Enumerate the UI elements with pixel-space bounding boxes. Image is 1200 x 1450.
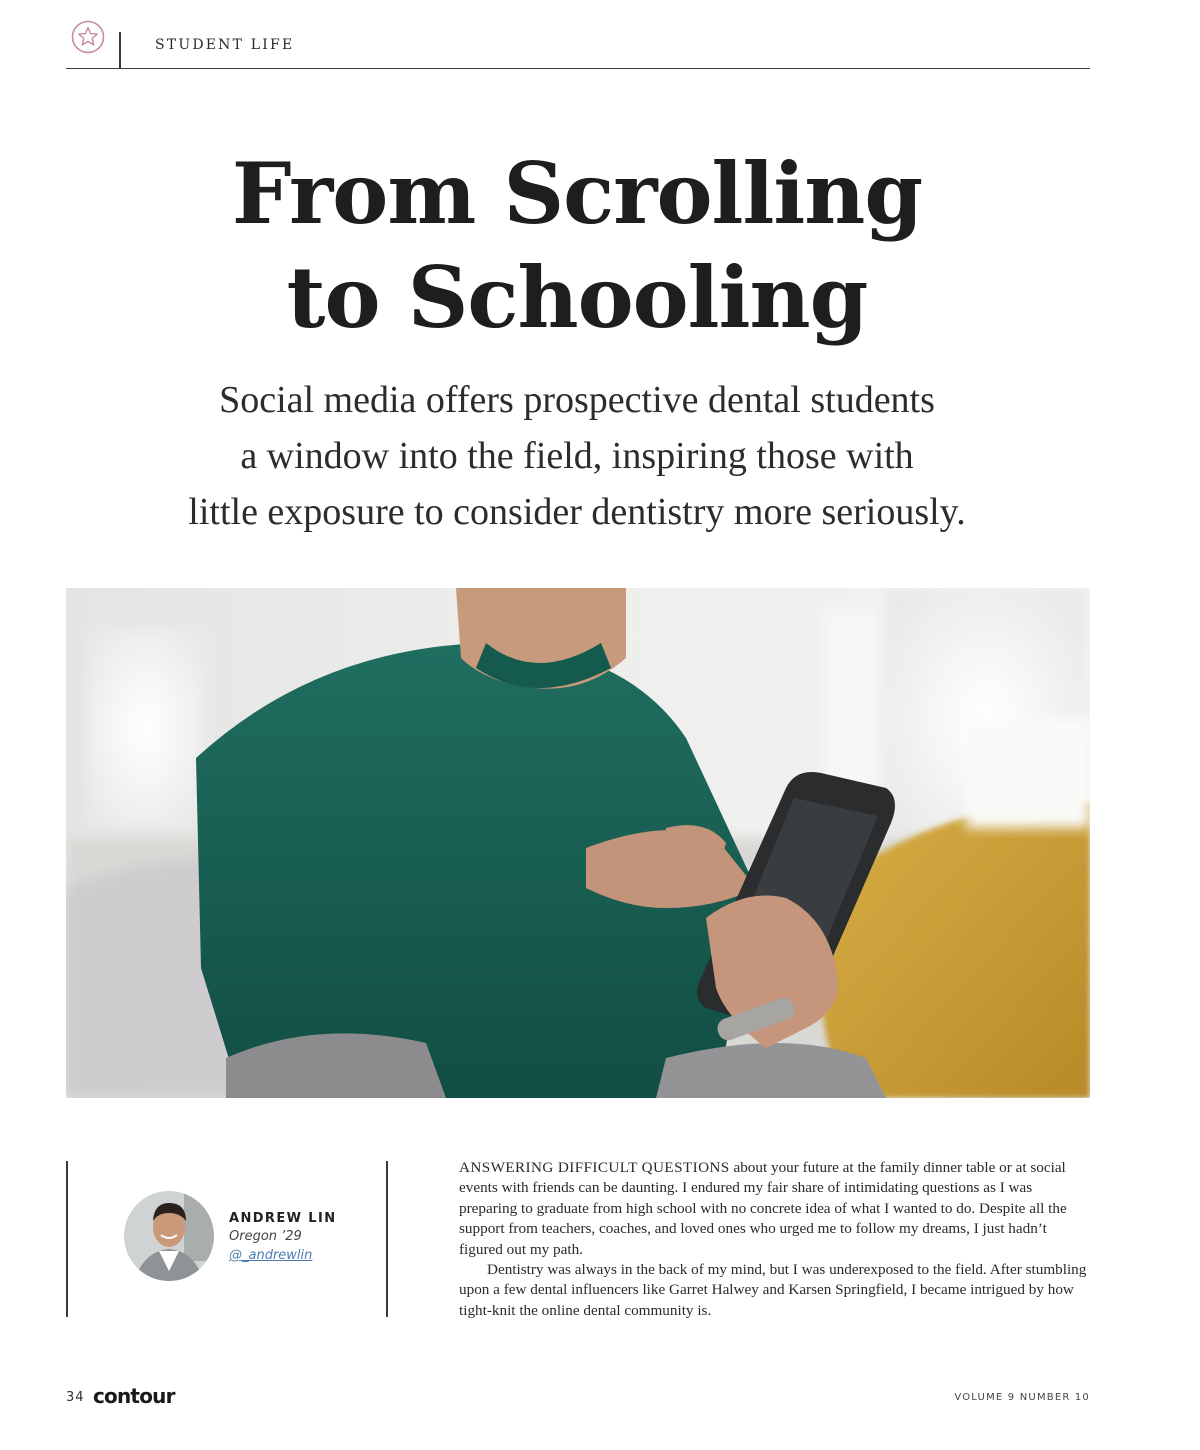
subtitle-line: Social media offers prospective dental students xyxy=(219,379,935,421)
author-name: ANDREW LIN xyxy=(229,1211,337,1226)
hero-illustration xyxy=(66,588,1090,1098)
avatar-illustration xyxy=(124,1191,214,1281)
avatar xyxy=(124,1191,214,1281)
section-header xyxy=(66,18,1090,69)
header-divider xyxy=(119,32,121,68)
body-paragraph xyxy=(459,1158,1089,1260)
author-box xyxy=(66,1161,388,1317)
hero-photo xyxy=(66,588,1090,1098)
subtitle-line: a window into the field, inspiring those with xyxy=(240,435,914,477)
magazine-logo: contour xyxy=(93,1384,175,1408)
author-box-divider xyxy=(386,1161,388,1317)
subtitle-line: little exposure to consider dentistry more seriously. xyxy=(188,491,966,533)
article-subtitle xyxy=(80,372,1074,540)
author-school: Oregon ’29 xyxy=(229,1229,302,1244)
title-line: From Scrolling xyxy=(231,144,923,243)
volume-label: VOLUME 9 NUMBER 10 xyxy=(954,1392,1090,1403)
lead-in: ANSWERING DIFFICULT QUESTIONS xyxy=(459,1159,730,1176)
article-body xyxy=(459,1158,1089,1321)
title-line: to Schooling xyxy=(286,248,868,347)
section-label: STUDENT LIFE xyxy=(155,37,295,53)
body-paragraph: Dentistry was always in the back of my mind, but I was underexposed to the field. After stumbling upon a few dental influencers like Garret Halwey and Karsen Springfield, I became intrigued by how tight-knit the online dental community is. xyxy=(459,1261,1087,1319)
page-number: 34 xyxy=(66,1390,85,1405)
star-icon xyxy=(71,20,105,54)
author-handle-link[interactable]: @_andrewlin xyxy=(229,1248,313,1263)
article-title xyxy=(80,142,1074,350)
body-text-span: about your future at the family dinner table or at social events with friends can be daunting. I endured my fair share of intimidating questions as I was preparing to graduate from high school with no concrete idea of what I wanted to do. Despite all the support from teachers, coaches, and loved ones who urged me to follow my dreams, I just hadn’t figured out my path. xyxy=(459,1159,1067,1258)
author-box-divider xyxy=(66,1161,68,1317)
